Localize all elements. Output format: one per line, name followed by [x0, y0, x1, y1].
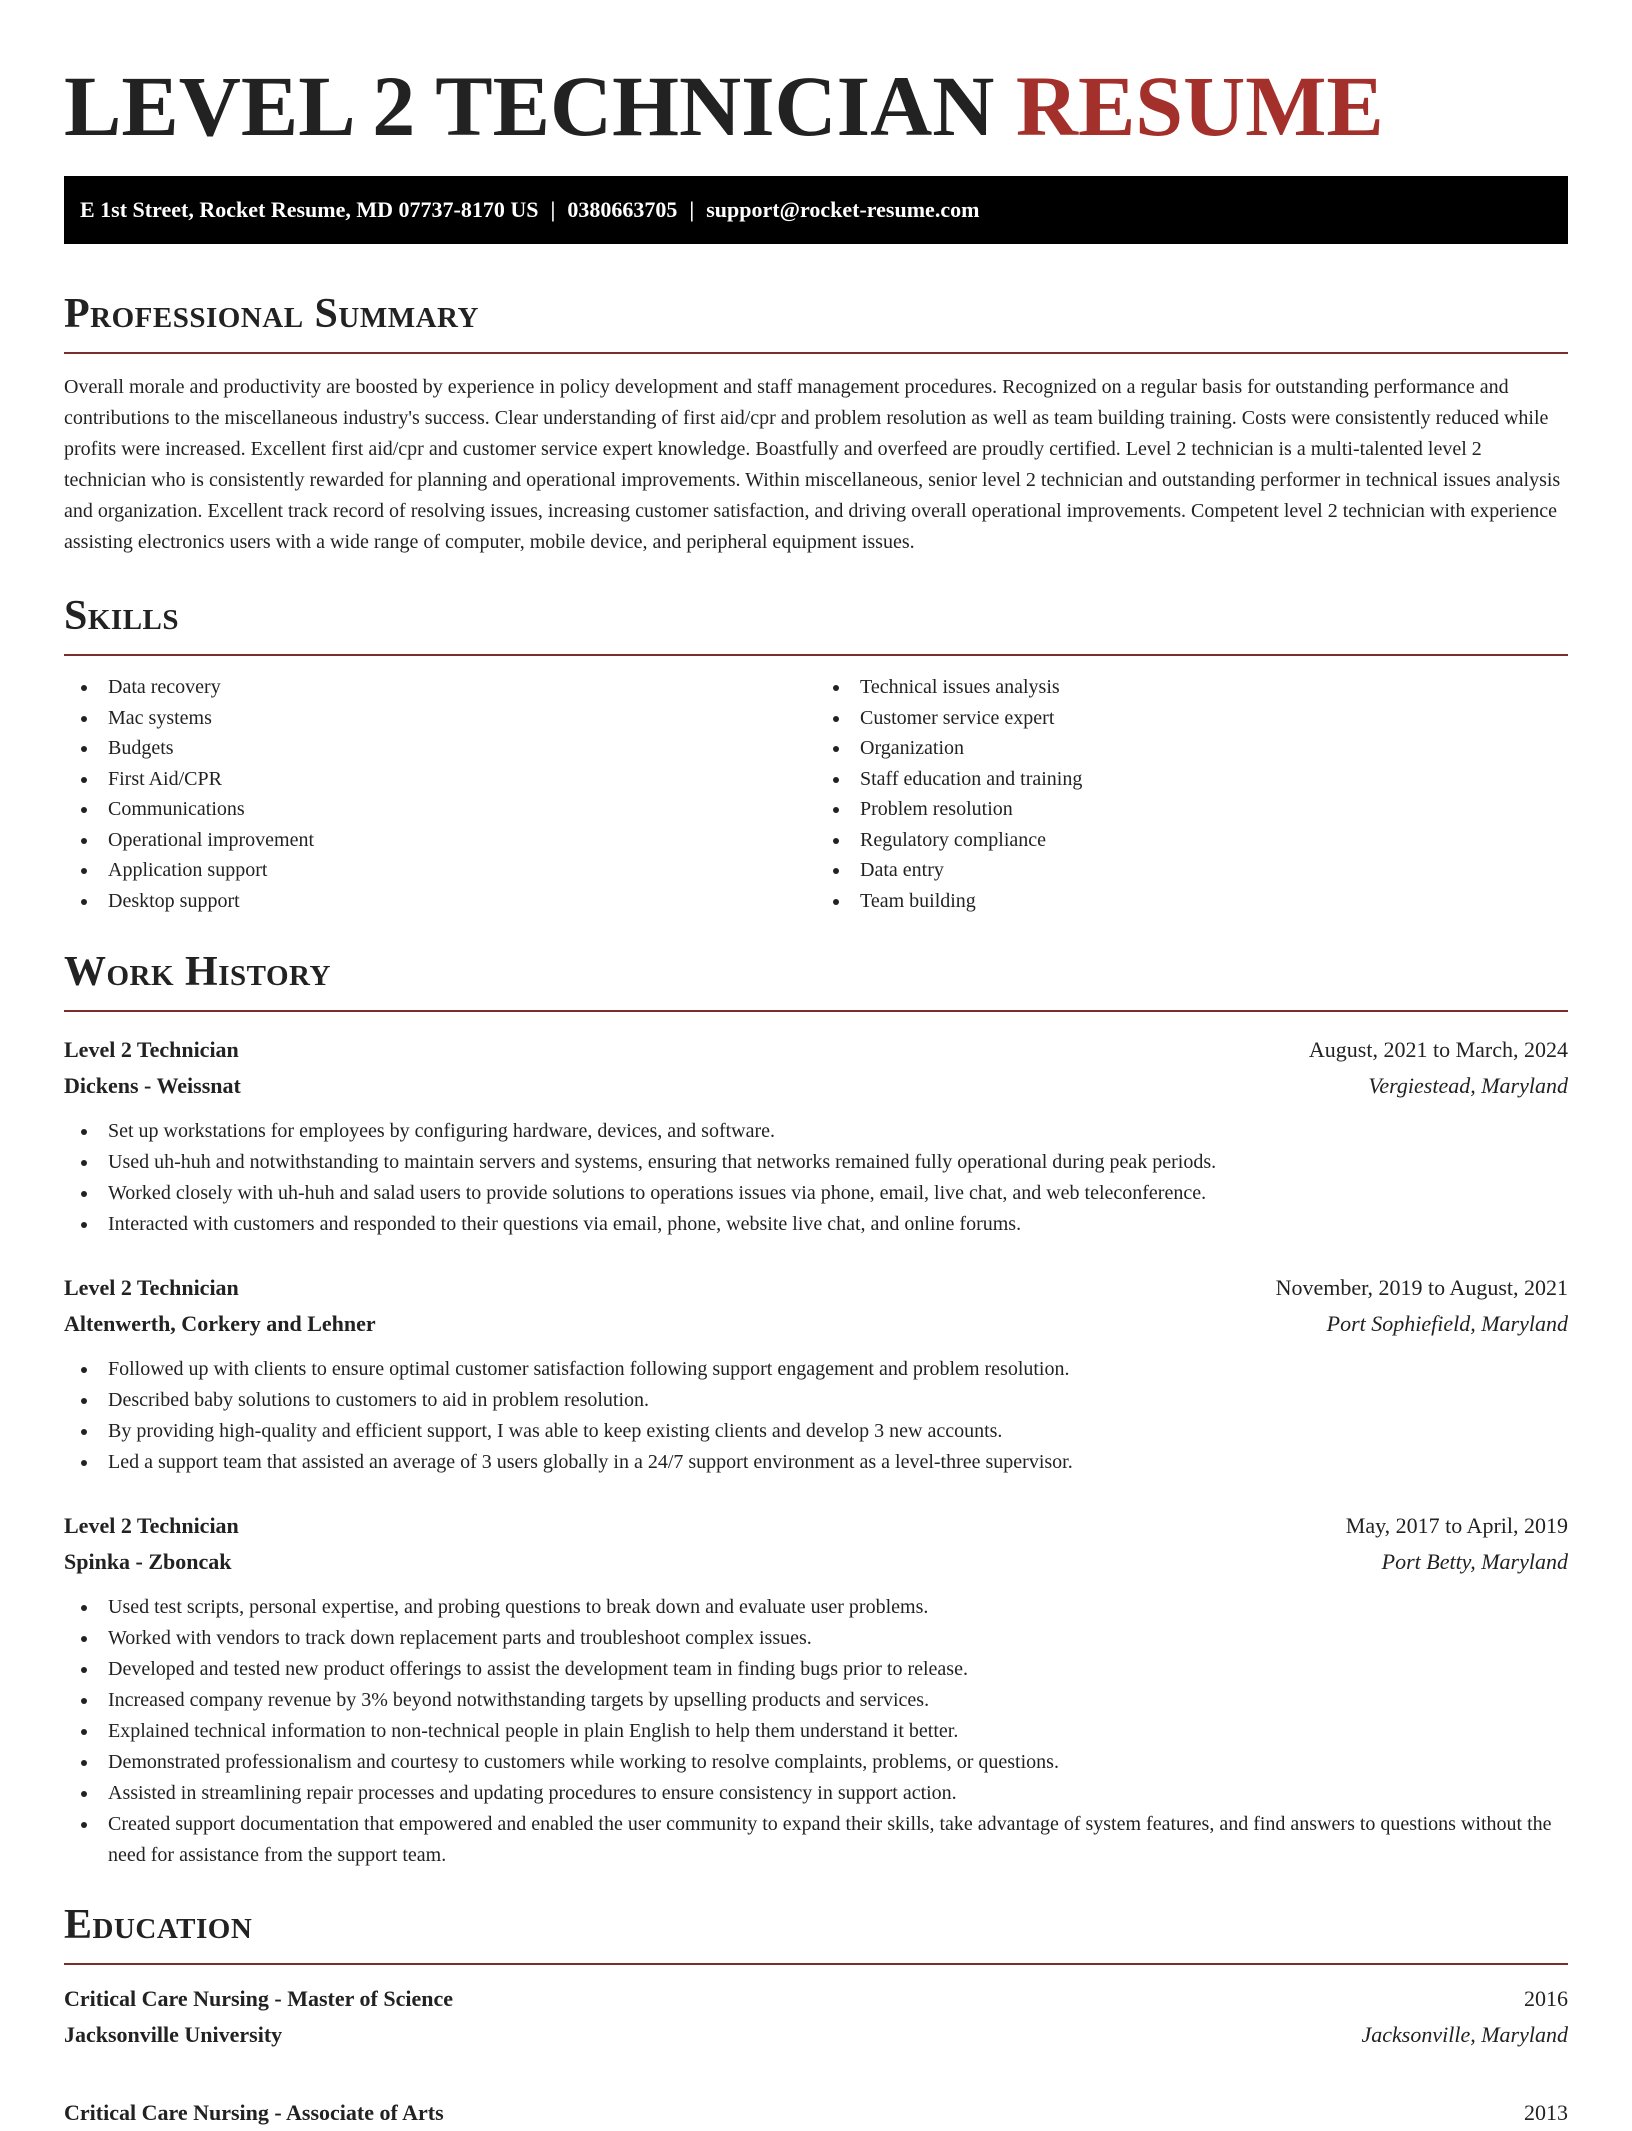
education-entry — [64, 1981, 1568, 2053]
contact-phone: 0380663705 — [567, 197, 678, 222]
section-divider — [64, 1963, 1568, 1965]
education-school: Jacksonville University — [64, 2022, 283, 2047]
job-dates: August, 2021 to March, 2024 — [1308, 1037, 1568, 1062]
job-bullet: Increased company revenue by 3% beyond notwithstanding targets by upselling products and services. — [64, 1685, 1568, 1716]
job-entry — [64, 1270, 1568, 1478]
skill-item: Team building — [816, 886, 1568, 917]
contact-separator: | — [550, 197, 556, 222]
contact-separator: | — [689, 197, 695, 222]
education-year: 2013 — [1524, 2100, 1568, 2125]
skills-left-list — [64, 672, 816, 916]
skills-right-list — [816, 672, 1568, 916]
job-company-row — [64, 1068, 1568, 1104]
summary-text: Overall morale and productivity are boosted by experience in policy development and staff management procedures. Recognized on a regular basis for outstanding performance and contributions to the miscellaneous industry's success. Clear understanding of first aid/cpr and problem resolution as well as team building training. Costs were consistently reduced while profits were increased. Excellent first aid/cpr and customer service expert knowledge. Boastfully and overfeed are proudly certified. Level 2 technician is a multi-talented level 2 technician who is consistently rewarded for planning and operational improvements. Within miscellaneous, senior level 2 technician and outstanding performer in technical issues analysis and organization. Excellent track record of resolving issues, increasing customer satisfaction, and driving overall operational improvements. Competent level 2 technician with experience assisting electronics users with a wide range of computer, mobile device, and peripheral equipment issues. — [64, 376, 1561, 553]
job-bullet: Assisted in streamlining repair processes and updating procedures to ensure consistency in support action. — [64, 1778, 1568, 1809]
job-dates: November, 2019 to August, 2021 — [1275, 1275, 1568, 1300]
contact-email[interactable]: support@rocket-resume.com — [706, 197, 980, 222]
job-title: Level 2 Technician — [64, 1275, 239, 1300]
job-company-row — [64, 1306, 1568, 1342]
job-bullet: Interacted with customers and responded to their questions via email, phone, website live chat, and online forums. — [64, 1209, 1568, 1240]
job-bullets — [64, 1592, 1568, 1871]
job-company-row — [64, 1544, 1568, 1580]
skills-section — [64, 590, 1568, 916]
job-bullet: Set up workstations for employees by configuring hardware, devices, and software. — [64, 1116, 1568, 1147]
education-degree-row — [64, 1981, 1568, 2017]
skill-item: Data recovery — [64, 672, 816, 703]
contact-address: E 1st Street, Rocket Resume, MD 07737-8170 US — [80, 197, 539, 222]
section-divider — [64, 654, 1568, 656]
skill-item: Problem resolution — [816, 794, 1568, 825]
job-location: Port Betty, Maryland — [1381, 1549, 1568, 1574]
contact-bar — [64, 176, 1568, 244]
summary-section — [64, 288, 1568, 558]
job-bullet: Used test scripts, personal expertise, and probing questions to break down and evaluate user problems. — [64, 1592, 1568, 1623]
title-main: LEVEL 2 TECHNICIAN — [64, 58, 995, 154]
skill-item: Customer service expert — [816, 703, 1568, 734]
education-degree-row — [64, 2095, 1568, 2131]
job-bullet: Developed and tested new product offerings to assist the development team in finding bugs prior to release. — [64, 1654, 1568, 1685]
skill-item: Mac systems — [64, 703, 816, 734]
job-header-row — [64, 1508, 1568, 1544]
job-location: Port Sophiefield, Maryland — [1326, 1311, 1568, 1336]
job-location: Vergiestead, Maryland — [1368, 1073, 1568, 1098]
education-year: 2016 — [1524, 1986, 1568, 2011]
job-entry — [64, 1032, 1568, 1240]
job-title: Level 2 Technician — [64, 1513, 239, 1538]
section-divider — [64, 1010, 1568, 1012]
job-dates: May, 2017 to April, 2019 — [1345, 1513, 1568, 1538]
job-bullet: Created support documentation that empowered and enabled the user community to expand their skills, take advantage of system features, and find answers to questions without the need for assistance from the support team. — [64, 1809, 1568, 1871]
job-bullets — [64, 1116, 1568, 1240]
work-history-section — [64, 946, 1568, 1871]
education-degree: Critical Care Nursing - Master of Science — [64, 1986, 453, 2011]
skill-item: First Aid/CPR — [64, 764, 816, 795]
job-company: Spinka - Zboncak — [64, 1549, 232, 1574]
skill-item: Regulatory compliance — [816, 825, 1568, 856]
skill-item: Application support — [64, 855, 816, 886]
job-entry — [64, 1508, 1568, 1871]
job-bullet: Followed up with clients to ensure optimal customer satisfaction following support engagement and problem resolution. — [64, 1354, 1568, 1385]
resume-title — [64, 0, 1568, 156]
skill-item: Technical issues analysis — [816, 672, 1568, 703]
skill-item: Operational improvement — [64, 825, 816, 856]
job-bullet: Used uh-huh and notwithstanding to maintain servers and systems, ensuring that networks remained fully operational during peak periods. — [64, 1147, 1568, 1178]
job-header-row — [64, 1270, 1568, 1306]
skills-heading: Skills — [64, 593, 180, 639]
education-entry — [64, 2095, 1568, 2131]
skill-item: Communications — [64, 794, 816, 825]
section-divider — [64, 352, 1568, 354]
skill-item: Staff education and training — [816, 764, 1568, 795]
work-history-heading: Work History — [64, 949, 331, 995]
title-accent: RESUME — [1015, 58, 1384, 154]
skill-item: Desktop support — [64, 886, 816, 917]
education-heading: Education — [64, 1902, 253, 1948]
education-degree: Critical Care Nursing - Associate of Arts — [64, 2100, 444, 2125]
job-bullet: Worked closely with uh-huh and salad users to provide solutions to operations issues via phone, email, live chat, and web teleconference. — [64, 1178, 1568, 1209]
job-bullet: Led a support team that assisted an average of 3 users globally in a 24/7 support environment as a level-three supervisor. — [64, 1447, 1568, 1478]
skill-item: Organization — [816, 733, 1568, 764]
skills-columns — [64, 672, 1568, 916]
education-section — [64, 1899, 1568, 2131]
skill-item: Budgets — [64, 733, 816, 764]
job-bullet: By providing high-quality and efficient support, I was able to keep existing clients and develop 3 new accounts. — [64, 1416, 1568, 1447]
job-header-row — [64, 1032, 1568, 1068]
job-company: Altenwerth, Corkery and Lehner — [64, 1311, 376, 1336]
job-title: Level 2 Technician — [64, 1037, 239, 1062]
job-bullet: Described baby solutions to customers to aid in problem resolution. — [64, 1385, 1568, 1416]
education-school-row — [64, 2017, 1568, 2053]
job-company: Dickens - Weissnat — [64, 1073, 241, 1098]
education-location: Jacksonville, Maryland — [1361, 2022, 1568, 2047]
job-bullet: Worked with vendors to track down replacement parts and troubleshoot complex issues. — [64, 1623, 1568, 1654]
job-bullet: Demonstrated professionalism and courtesy to customers while working to resolve complaints, problems, or questions. — [64, 1747, 1568, 1778]
summary-heading: Professional Summary — [64, 291, 479, 337]
job-bullets — [64, 1354, 1568, 1478]
skill-item: Data entry — [816, 855, 1568, 886]
job-bullet: Explained technical information to non-technical people in plain English to help them understand it better. — [64, 1716, 1568, 1747]
